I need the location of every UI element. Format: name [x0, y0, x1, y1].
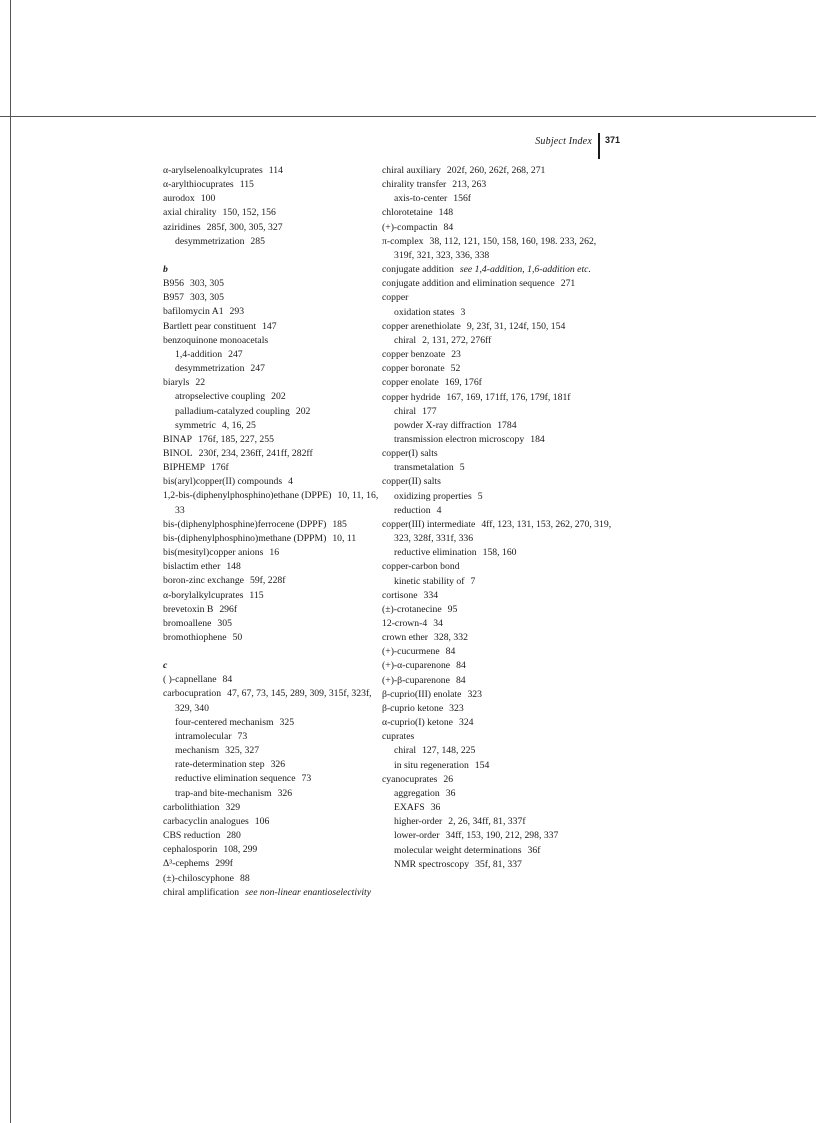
index-pages: 3	[460, 306, 466, 318]
index-term: NMR spectroscopy	[394, 858, 470, 870]
index-term: 1,4-addition	[175, 348, 223, 360]
index-pages: 148	[438, 207, 454, 219]
index-entry	[382, 447, 618, 461]
index-subentry	[382, 801, 618, 815]
index-term: chiral auxiliary	[382, 165, 441, 176]
index-entry	[163, 447, 385, 461]
index-term: (±)-chiloscyphone	[163, 872, 234, 884]
index-entry	[163, 546, 385, 560]
index-entry	[163, 617, 385, 631]
index-pages: 114	[268, 165, 283, 176]
index-entry	[382, 645, 618, 659]
index-term: benzoquinone monoacetals	[163, 334, 269, 346]
index-subentry	[382, 490, 618, 504]
index-subentry	[382, 744, 618, 758]
index-entry	[382, 235, 618, 263]
index-term: B956	[163, 278, 184, 290]
index-pages: 36	[430, 802, 441, 814]
index-term: copper-carbon bond	[382, 561, 460, 573]
index-subentry	[382, 334, 618, 348]
index-term: bis-(diphenylphosphino)methane (DPPM)	[163, 532, 327, 544]
index-term: chiral	[394, 745, 417, 757]
index-term: atropselective coupling	[175, 391, 266, 403]
index-pages: 84	[443, 221, 454, 233]
index-entry	[163, 532, 385, 546]
index-term: oxidizing properties	[394, 490, 472, 502]
index-term: axial chirality	[163, 207, 217, 219]
index-subentry	[382, 419, 618, 433]
index-pages: 326	[277, 787, 293, 799]
index-term: copper boronate	[382, 363, 445, 375]
index-term: carbocupration	[163, 688, 222, 700]
index-pages: 184	[530, 433, 545, 445]
index-term: bislactim ether	[163, 561, 221, 573]
index-pages: 4, 16, 25	[221, 419, 256, 431]
index-pages: 148	[226, 561, 241, 573]
index-pages: 271	[560, 278, 576, 290]
index-entry	[163, 320, 385, 334]
index-subentry	[163, 405, 385, 419]
index-pages: 156f	[453, 193, 472, 205]
index-pages: 35f, 81, 337	[475, 858, 522, 870]
index-subentry	[163, 348, 385, 362]
index-entry	[382, 518, 618, 546]
index-pages: 106	[254, 815, 270, 827]
index-pages: 5	[459, 462, 465, 474]
index-entry	[163, 829, 385, 843]
index-subentry	[382, 504, 618, 518]
index-term: copper(I) salts	[382, 448, 438, 460]
index-pages: 34	[433, 618, 443, 629]
crop-mark-vertical-left	[10, 117, 11, 1123]
index-term: α-arylthiocuprates	[163, 179, 234, 191]
index-term: Bartlett pear constituent	[163, 320, 257, 332]
index-pages: 176f, 185, 227, 255	[198, 433, 274, 445]
index-subentry	[382, 546, 618, 560]
index-term: transmetalation	[394, 462, 454, 474]
index-subentry	[382, 433, 618, 447]
index-term: carbacyclin analogues	[163, 815, 249, 827]
index-entry	[163, 518, 385, 532]
index-pages: 285	[250, 235, 265, 247]
index-entry	[163, 376, 385, 390]
index-term: α-arylselenoalkylcuprates	[163, 165, 263, 176]
index-pages: 84	[455, 674, 466, 686]
index-entry	[382, 589, 618, 603]
index-entry	[382, 178, 618, 192]
index-pages: 305	[217, 617, 232, 629]
index-term: β-cuprio(III) enolate	[382, 688, 462, 700]
index-pages: 36f	[527, 844, 541, 856]
index-entry	[163, 603, 385, 617]
index-entry	[163, 815, 385, 829]
index-term: B957	[163, 292, 184, 304]
index-pages: 296f	[219, 603, 238, 615]
index-term: higher-order	[394, 816, 443, 828]
index-entry	[163, 489, 385, 517]
index-pages: 280	[226, 830, 241, 842]
index-column-right	[382, 164, 618, 872]
index-entry	[163, 843, 385, 857]
index-entry	[382, 320, 618, 334]
index-term: cyanocuprates	[382, 773, 438, 785]
index-term: axis-to-center	[394, 193, 448, 205]
index-entry	[382, 348, 618, 362]
index-pages: 4	[436, 504, 442, 516]
index-term: crown ether	[382, 632, 428, 644]
index-pages: 115	[249, 589, 264, 601]
index-term: trap-and bite-mechanism	[175, 787, 272, 799]
index-term: (+)-cucurmene	[382, 646, 440, 658]
index-subentry	[163, 744, 385, 758]
index-term: cortisone	[382, 589, 418, 601]
index-pages: 167, 169, 171ff, 176, 179f, 181f	[446, 391, 571, 403]
index-term: ( )-capnellane	[163, 674, 217, 686]
index-entry	[163, 886, 385, 900]
index-term: copper arenethiolate	[382, 320, 461, 332]
index-subentry	[163, 235, 385, 249]
index-term: copper	[382, 292, 409, 304]
index-term: biaryls	[163, 377, 190, 389]
index-subentry	[163, 730, 385, 744]
index-pages: 299f	[215, 858, 234, 870]
index-pages: 202	[295, 405, 311, 417]
index-pages: 230f, 234, 236ff, 241ff, 282ff	[198, 447, 313, 459]
index-term: powder X-ray diffraction	[394, 419, 492, 431]
index-see-reference: see non-linear enantioselectivity	[245, 886, 372, 898]
index-term: EXAFS	[394, 802, 425, 814]
index-pages: 47, 67, 73, 145, 289, 309, 315f, 323f, 329, 340	[175, 688, 372, 714]
index-entry	[382, 674, 618, 688]
index-subentry	[163, 716, 385, 730]
index-term: 1,2-bis-(diphenylphosphino)ethane (DPPE)	[163, 490, 332, 502]
index-term: aurodox	[163, 193, 195, 205]
index-pages: 247	[250, 363, 265, 375]
page-number: 371	[604, 135, 620, 145]
index-pages: 84	[445, 646, 456, 658]
index-term: oxidation states	[394, 306, 455, 318]
index-term: lower-order	[394, 830, 440, 842]
index-entry	[163, 574, 385, 588]
index-term: conjugate addition	[382, 264, 454, 276]
index-term: mechanism	[175, 745, 220, 757]
index-pages: 158, 160	[482, 547, 517, 559]
index-entry	[382, 277, 618, 291]
index-term: copper(II) salts	[382, 476, 441, 488]
index-pages: 2, 26, 34ff, 81, 337f	[448, 816, 526, 828]
index-term: chiral	[394, 334, 417, 346]
index-subentry	[382, 759, 618, 773]
index-term: bis(aryl)copper(II) compounds	[163, 476, 283, 488]
index-term: BINOL	[163, 447, 193, 459]
index-term: intramolecular	[175, 730, 232, 742]
index-term: transmission electron microscopy	[394, 433, 525, 445]
index-term: reductive elimination	[394, 547, 477, 559]
index-entry	[163, 277, 385, 291]
index-entry	[163, 206, 385, 220]
index-term: desymmetrization	[175, 235, 245, 247]
index-pages: 26	[443, 773, 454, 785]
index-pages: 38, 112, 121, 150, 158, 160, 198. 233, 262, 319f, 321, 323, 336, 338	[394, 235, 597, 261]
index-term: kinetic stability of	[394, 575, 465, 587]
index-pages: 23	[451, 349, 461, 361]
index-entry	[163, 334, 385, 348]
index-term: bis-(diphenylphosphine)ferrocene (DPPF)	[163, 518, 327, 530]
index-term: brevetoxin B	[163, 603, 214, 615]
index-subentry	[382, 787, 618, 801]
index-term: (+)-compactin	[382, 221, 438, 233]
index-subentry	[382, 192, 618, 206]
index-entry	[382, 688, 618, 702]
index-term: boron-zinc exchange	[163, 575, 244, 587]
index-subentry	[382, 575, 618, 589]
index-term: Δ³-cephems	[163, 858, 210, 870]
index-subentry	[382, 405, 618, 419]
index-entry	[382, 164, 618, 178]
index-pages: 2, 131, 272, 276ff	[422, 334, 492, 346]
index-entry	[382, 730, 618, 744]
index-term: (+)-β-cuparenone	[382, 674, 450, 686]
index-pages: 9, 23f, 31, 124f, 150, 154	[466, 320, 566, 332]
index-pages: 52	[450, 363, 461, 375]
index-section-letter: b	[163, 263, 168, 275]
index-term: copper hydride	[382, 391, 441, 403]
index-subentry	[163, 758, 385, 772]
index-pages: 127, 148, 225	[422, 745, 476, 757]
index-entry	[382, 603, 618, 617]
index-pages: 115	[239, 179, 254, 191]
index-entry	[163, 857, 385, 871]
index-pages: 323	[467, 688, 482, 700]
index-pages: 108, 299	[223, 844, 258, 856]
index-entry	[163, 164, 385, 178]
index-pages: 326	[270, 759, 286, 771]
crop-mark-horizontal	[0, 116, 816, 117]
index-pages: 185	[332, 518, 347, 530]
index-subentry	[163, 787, 385, 801]
index-term: bafilomycin A1	[163, 306, 224, 318]
index-entry	[163, 589, 385, 603]
index-entry	[163, 687, 385, 715]
index-term: desymmetrization	[175, 363, 245, 375]
index-subentry	[163, 419, 385, 433]
index-pages: 1784	[497, 419, 517, 431]
running-head-rule	[598, 133, 600, 159]
index-pages: 7	[470, 575, 476, 587]
index-entry	[163, 631, 385, 645]
index-subentry	[163, 390, 385, 404]
index-term: bromothiophene	[163, 632, 227, 643]
index-pages: 325, 327	[225, 745, 260, 757]
index-entry	[163, 291, 385, 305]
index-entry	[382, 221, 618, 235]
index-pages: 22	[195, 377, 206, 389]
index-term: chlorotetaine	[382, 207, 433, 219]
index-subentry	[382, 461, 618, 475]
index-entry	[382, 631, 618, 645]
index-term: cephalosporin	[163, 844, 218, 856]
index-entry	[382, 475, 618, 489]
index-pages: 4ff, 123, 131, 153, 262, 270, 319, 323, 328f, 331f, 336	[394, 518, 612, 545]
index-subentry	[163, 772, 385, 786]
index-entry	[163, 461, 385, 475]
index-entry	[382, 702, 618, 716]
index-pages: 5	[477, 490, 483, 502]
index-pages: 73	[237, 730, 248, 742]
index-pages: 4	[288, 476, 294, 488]
index-term: (+)-α-cuparenone	[382, 660, 451, 672]
index-pages: 202f, 260, 262f, 268, 271	[446, 165, 546, 176]
index-subentry	[382, 815, 618, 829]
index-term: aggregation	[394, 787, 440, 799]
index-entry	[163, 192, 385, 206]
index-term: aziridines	[163, 221, 201, 233]
index-entry	[382, 362, 618, 376]
index-pages: 50	[232, 632, 243, 643]
index-term: palladium-catalyzed coupling	[175, 405, 290, 417]
index-subentry	[382, 858, 618, 872]
index-entry	[382, 716, 618, 730]
index-subentry	[382, 306, 618, 320]
index-pages: 328, 332	[434, 632, 468, 644]
index-term: bis(mesityl)copper anions	[163, 547, 264, 559]
index-term: α-borylalkylcuprates	[163, 589, 244, 601]
index-pages: 88	[239, 872, 250, 884]
index-pages: 323	[449, 702, 464, 714]
index-pages: 329	[225, 801, 241, 813]
index-subentry	[382, 829, 618, 843]
index-pages: 84	[456, 660, 466, 672]
index-entry	[382, 391, 618, 405]
index-subentry	[382, 844, 618, 858]
index-entry	[163, 433, 385, 447]
index-entry	[163, 305, 385, 319]
index-term: CBS reduction	[163, 830, 221, 842]
index-entry	[163, 221, 385, 235]
index-term: chirality transfer	[382, 179, 447, 191]
index-pages: 154	[474, 759, 490, 771]
index-pages: 147	[262, 320, 277, 332]
index-pages: 16	[269, 547, 280, 559]
index-term: copper enolate	[382, 377, 439, 389]
index-pages: 177	[422, 405, 437, 417]
index-term: symmetric	[175, 419, 216, 431]
index-entry	[163, 872, 385, 886]
index-term: copper(III) intermediate	[382, 518, 476, 530]
index-pages: 293	[229, 306, 245, 318]
index-term: reduction	[394, 504, 431, 516]
index-term: bromoallene	[163, 617, 212, 629]
index-pages: 10, 11, 16, 33	[175, 490, 379, 516]
index-term: 12-crown-4	[382, 618, 428, 629]
index-entry	[163, 801, 385, 815]
index-entry	[382, 773, 618, 787]
index-pages: 169, 176f	[444, 377, 482, 389]
index-subentry	[163, 362, 385, 376]
index-term: four-centered mechanism	[175, 716, 274, 728]
index-entry	[382, 560, 618, 574]
index-pages: 325	[279, 716, 295, 728]
index-entry	[163, 178, 385, 192]
index-entry	[382, 617, 618, 631]
index-term: BIPHEMP	[163, 462, 205, 474]
running-head-label: Subject Index	[535, 136, 592, 147]
index-pages: 59f, 228f	[249, 575, 286, 587]
index-pages: 334	[423, 589, 439, 601]
index-pages: 247	[228, 348, 243, 360]
index-term: copper benzoate	[382, 349, 446, 361]
index-pages: 10, 11	[332, 532, 357, 544]
index-entry	[382, 291, 618, 305]
index-entry	[382, 206, 618, 220]
running-head	[535, 133, 620, 159]
index-column-left	[163, 164, 385, 900]
index-pages: 303, 305	[190, 278, 224, 290]
index-see-reference: see 1,4-addition, 1,6-addition etc.	[459, 264, 591, 276]
index-entry	[382, 659, 618, 673]
index-entry	[163, 673, 385, 687]
index-term: reductive elimination sequence	[175, 773, 296, 785]
index-pages: 84	[222, 674, 233, 686]
index-term: molecular weight determinations	[394, 844, 522, 856]
index-pages: 176f	[211, 462, 229, 474]
index-term: chiral	[394, 405, 417, 417]
index-entry	[163, 560, 385, 574]
index-pages: 202	[271, 391, 286, 403]
index-term: π-complex	[382, 235, 424, 247]
index-pages: 150, 152, 156	[222, 207, 276, 219]
crop-mark-vertical-top	[10, 0, 11, 117]
index-pages: 95	[447, 603, 458, 615]
index-term: chiral amplification	[163, 886, 240, 898]
index-term: BINAP	[163, 433, 193, 445]
index-entry	[382, 376, 618, 390]
index-pages: 73	[301, 773, 312, 785]
index-term: rate-determination step	[175, 759, 265, 771]
index-term: conjugate addition and elimination sequence	[382, 278, 555, 290]
index-entry	[163, 475, 385, 489]
index-pages: 34ff, 153, 190, 212, 298, 337	[445, 830, 559, 842]
index-pages: 100	[200, 193, 216, 205]
index-section-letter: c	[163, 660, 168, 672]
index-pages: 303, 305	[190, 292, 224, 304]
index-term: in situ regeneration	[394, 759, 469, 771]
index-term: carbolithiation	[163, 801, 220, 813]
index-entry	[382, 263, 618, 277]
index-pages: 213, 263	[452, 179, 487, 191]
index-pages: 285f, 300, 305, 327	[206, 221, 283, 233]
index-pages: 324	[458, 717, 474, 729]
index-term: (±)-crotanecine	[382, 603, 442, 615]
index-term: α-cuprio(I) ketone	[382, 717, 453, 729]
index-term: β-cuprio ketone	[382, 702, 444, 714]
index-pages: 36	[445, 787, 456, 799]
index-term: cuprates	[382, 731, 415, 743]
